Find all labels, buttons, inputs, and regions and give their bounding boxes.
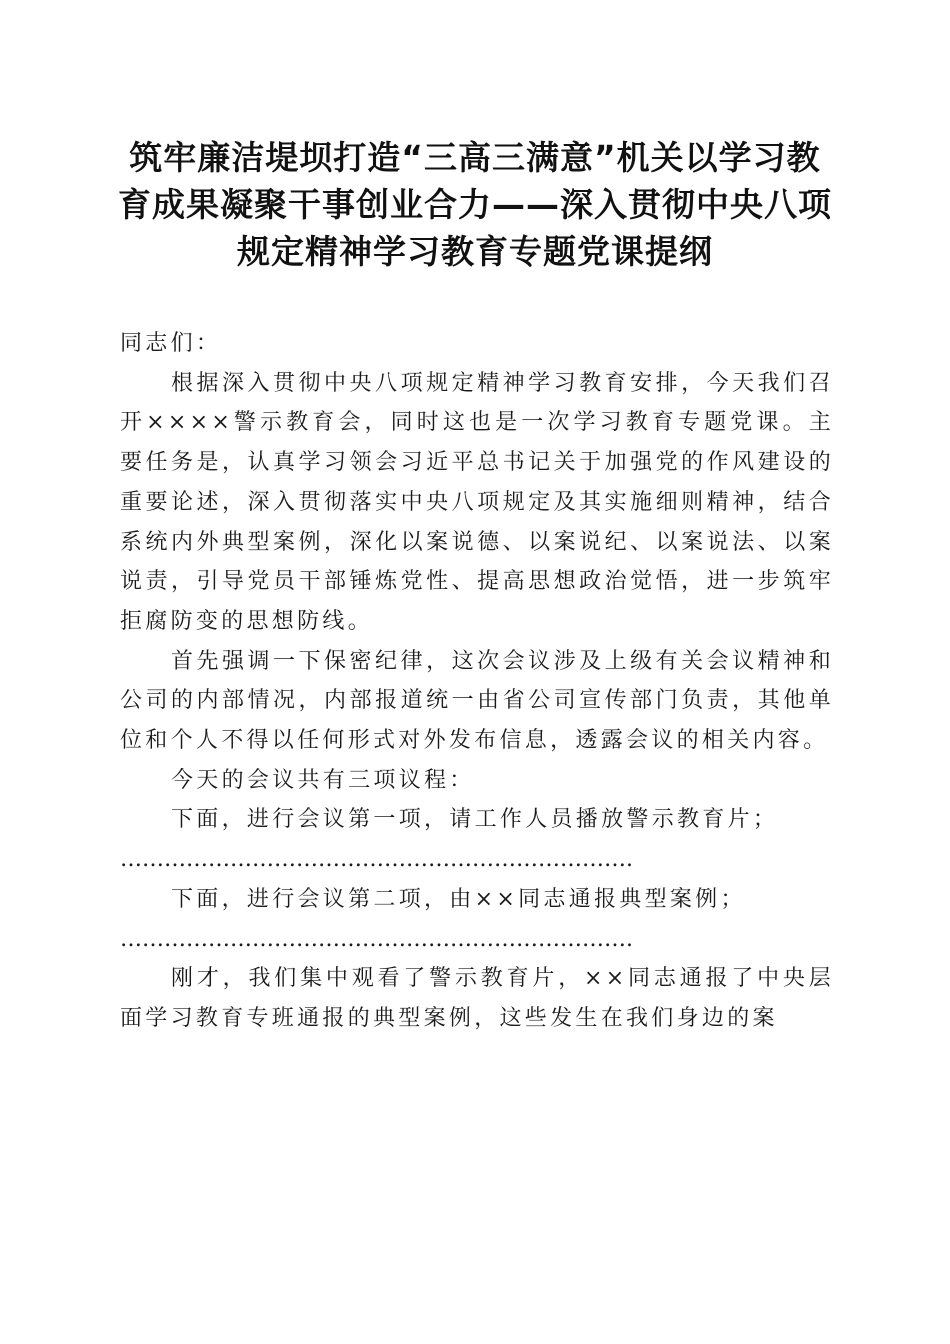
salutation: 同志们： (120, 331, 222, 356)
paragraph-confidentiality: 首先强调一下保密纪律，这次会议涉及上级有关会议精神和公司的内部情况，内部报道统一由省公司宣传部门负责，其他单位和个人不得以任何形式对外发布信息，透露会议的相关内容。 (120, 648, 834, 754)
agenda-item-two: 下面，进行会议第二项，由××同志通报典型案例； (171, 886, 746, 912)
document-body (120, 324, 834, 1039)
agenda-item-one: 下面，进行会议第一项，请工作人员播放警示教育片； (171, 807, 779, 833)
paragraph-reflection: 刚才，我们集中观看了警示教育片，××同志通报了中央层面学习教育专班通报的典型案例，这些发生在我们身边的案 (120, 966, 834, 1031)
ellipsis-divider: ……………………………………………………………. (120, 926, 633, 952)
paragraph-agenda: 今天的会议共有三项议程： (171, 767, 475, 793)
ellipsis-divider: ……………………………………………………………. (120, 847, 633, 873)
paragraph-intro: 根据深入贯彻中央八项规定精神学习教育安排，今天我们召开××××警示教育会，同时这也是一次学习教育专题党课。主要任务是，认真学习领会习近平总书记关于加强党的作风建设的重要论述，深入贯彻落实中央八项规定及其实施细则精神，结合系统内外典型案例，深化以案说德、以案说纪、以案说法、以案说责，引导党员干部锤炼党性、提高思想政治觉悟，进一步筑牢拒腐防变的思想防线。 (120, 370, 834, 634)
document-title: 筑牢廉洁堤坝打造“三高三满意”机关以学习教育成果凝聚干事创业合力——深入贯彻中央八项规定精神学习教育专题党课提纲 (118, 138, 832, 271)
